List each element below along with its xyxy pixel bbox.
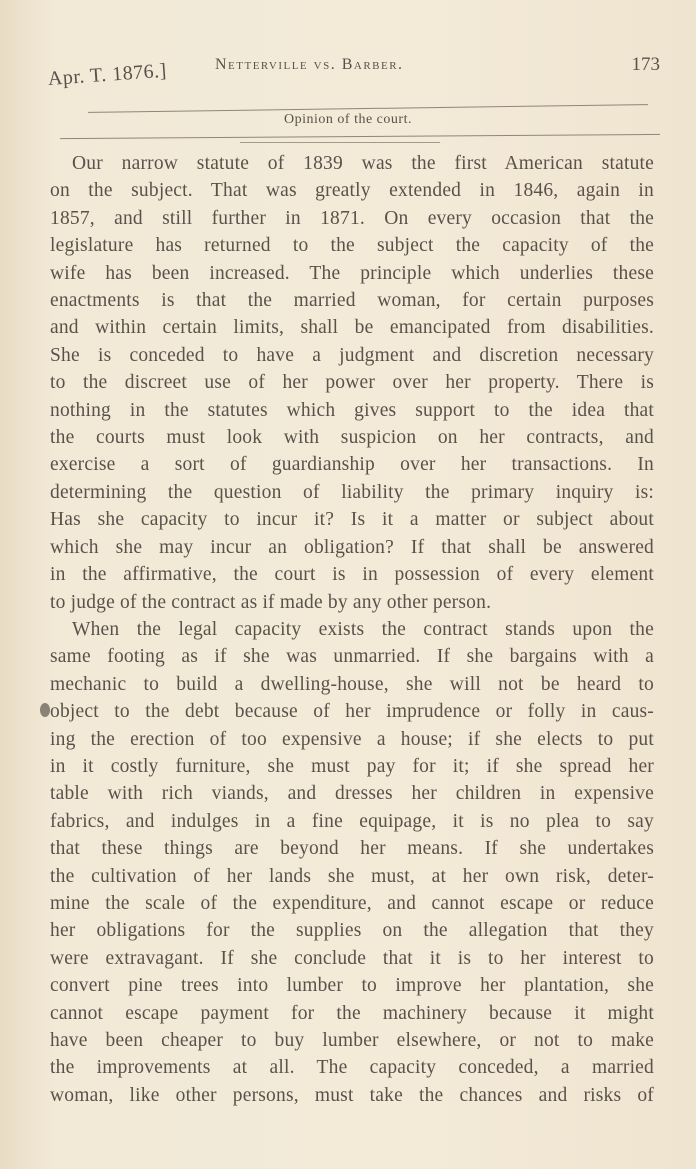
text-line: wife has been increased. The principle which underlies these — [50, 262, 654, 284]
section-subheading: Opinion of the court. — [284, 112, 412, 127]
opinion-text — [50, 150, 654, 1109]
text-line: ing the erection of too expensive a house; if she elects to put — [50, 728, 654, 750]
text-line: convert pine trees into lumber to improve her plantation, she — [50, 975, 654, 997]
text-line: 1857, and still further in 1871. On every occasion that the — [50, 207, 654, 229]
text-line: legislature has returned to the subject the capacity of the — [50, 235, 654, 257]
header-rule-short — [240, 142, 440, 143]
text-line: in it costly furniture, she must pay for it; if she spread her — [50, 755, 654, 777]
text-line: object to the debt because of her imprudence or folly in caus- — [50, 701, 654, 723]
text-line: in the affirmative, the court is in possession of every element — [50, 564, 654, 586]
text-line: the cultivation of her lands she must, at her own risk, deter- — [50, 865, 654, 887]
text-line: which she may incur an obligation? If that shall be answered — [50, 536, 654, 558]
text-line: the courts must look with suspicion on her contracts, and — [50, 427, 654, 449]
text-line: enactments is that the married woman, for certain purposes — [50, 290, 654, 312]
term-label: Apr. T. 1876.] — [47, 59, 168, 90]
text-line: to the discreet use of her power over her property. There is — [50, 372, 654, 394]
case-title: Netterville vs. Barber. — [215, 56, 404, 73]
text-line: same footing as if she was unmarried. If she bargains with a — [50, 646, 654, 668]
text-line: were extravagant. If she conclude that it is to her interest to — [50, 947, 654, 969]
text-line: have been cheaper to buy lumber elsewhere, or not to make — [50, 1030, 654, 1051]
text-line: the improvements at all. The capacity conceded, a married — [50, 1057, 654, 1079]
text-line: exercise a sort of guardianship over her transactions. In — [50, 454, 654, 476]
text-line: nothing in the statutes which gives support to the idea that — [50, 399, 654, 421]
running-head — [40, 52, 660, 88]
text-line: mine the scale of the expenditure, and cannot escape or reduce — [50, 892, 654, 914]
ink-blot — [40, 703, 50, 717]
text-line: on the subject. That was greatly extended in 1846, again in — [50, 180, 654, 202]
text-line: She is conceded to have a judgment and discretion necessary — [50, 344, 654, 366]
text-line: woman, like other persons, must take the chances and risks of — [50, 1084, 654, 1106]
text-line: Our narrow statute of 1839 was the first American statute — [72, 153, 654, 174]
text-line: table with rich viands, and dresses her children in expensive — [50, 783, 654, 805]
text-line: When the legal capacity exists the contract stands upon the — [72, 618, 654, 640]
text-line: that these things are beyond her means. If she undertakes — [50, 838, 654, 860]
text-line: Has she capacity to incur it? Is it a matter or subject about — [50, 509, 654, 531]
text-line: mechanic to build a dwelling-house, she will not be heard to — [50, 673, 654, 695]
page-number: 173 — [631, 54, 660, 75]
text-line: to judge of the contract as if made by any other person. — [50, 591, 492, 613]
text-line: determining the question of liability the primary inquiry is: — [50, 481, 654, 503]
text-line: cannot escape payment for the machinery because it might — [50, 1002, 654, 1024]
text-line: and within certain limits, shall be emancipated from disabilities. — [50, 317, 654, 339]
text-line: her obligations for the supplies on the allegation that they — [50, 920, 654, 942]
text-line: fabrics, and indulges in a fine equipage, it is no plea to say — [50, 810, 654, 832]
header-rule-bottom — [60, 134, 660, 139]
